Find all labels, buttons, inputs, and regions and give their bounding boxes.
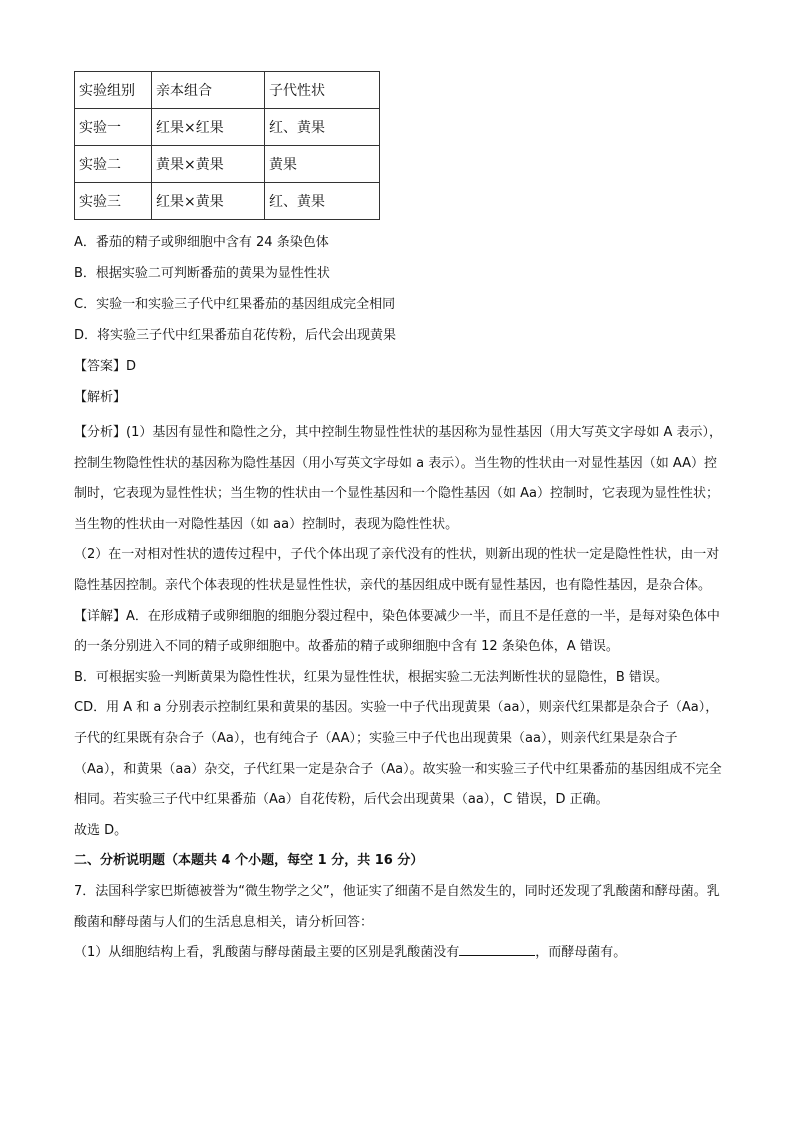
table-cell: 红、黄果 bbox=[265, 109, 380, 146]
detail-paragraph: B．可根据实验一判断黄果为隐性性状，红果为显性性状，根据实验二无法判断性状的显隐性，B 错误。 bbox=[74, 669, 668, 685]
detail-paragraph: 【详解】A．在形成精子或卵细胞的细胞分裂过程中，染色体要减少一半，而且不是任意的一半，是每对染色体中的一条分别进入不同的精子或卵细胞中。故番茄的精子或卵细胞中含有 12 条染色体，A 错误。 bbox=[74, 608, 720, 655]
question-7-1-text: （1）从细胞结构上看，乳酸菌与酵母菌最主要的区别是乳酸菌没有 bbox=[74, 945, 460, 961]
table-header-cell: 实验组别 bbox=[75, 72, 152, 109]
detail-paragraph: CD．用 A 和 a 分别表示控制红果和黄果的基因。实验一中子代出现黄果（aa），则亲代红果都是杂合子（Aa），子代的红果既有杂合子（Aa），也有纯合子（AA）；实验三中子代也出现黄果（aa），则亲代红果是杂合子（Aa），和黄果（aa）杂交，子代红果一定是杂合子（Aa）。故实验一和实验三子代中红果番茄的基因组成不完全相同。若实验三子代中红果番茄（Aa）自花传粉，后代会出现黄果（aa），C 错误，D 正确。 bbox=[74, 700, 722, 808]
table-row bbox=[75, 146, 380, 183]
option-a: A．番茄的精子或卵细胞中含有 24 条染色体 bbox=[74, 235, 329, 250]
analysis-paragraph: 【分析】(1）基因有显性和隐性之分，其中控制生物显性性状的基因称为显性基因（用大写英文字母如 A 表示），控制生物隐性性状的基因称为隐性基因（用小写英文字母如 a 表示）。当生物的性状由一对显性基因（如 AA）控制时，它表现为显性性状；当生物的性状由一个显性基因和一个隐性基因（如 Aa）控制时，它表现为显性性状；当生物的性状由一对隐性基因（如 aa）控制时，表现为隐性性状。 bbox=[74, 425, 723, 532]
answer-blank[interactable] bbox=[459, 941, 535, 956]
table-cell: 红果×红果 bbox=[152, 109, 265, 146]
question-7: 7．法国科学家巴斯德被誉为“微生物学之父”，他证实了细菌不是自然发生的，同时还发现了乳酸菌和酵母菌。乳酸菌和酵母菌与人们的生活息息相关，请分析回答： bbox=[74, 883, 720, 930]
conclusion: 故选 D。 bbox=[74, 822, 128, 838]
table-header-cell: 子代性状 bbox=[265, 72, 380, 109]
table-row bbox=[75, 183, 380, 220]
table-cell: 黄果 bbox=[265, 146, 380, 183]
analysis-paragraph: （2）在一对相对性状的遗传过程中，子代个体出现了亲代没有的性状，则新出现的性状一定是隐性性状，由一对隐性基因控制。亲代个体表现的性状是显性性状，亲代的基因组成中既有显性基因，也有隐性基因，是杂合体。 bbox=[74, 547, 720, 593]
table-cell: 实验一 bbox=[75, 109, 152, 146]
question-7-1-tail: ，而酵母菌有。 bbox=[535, 945, 627, 961]
analysis-heading: 【解析】 bbox=[74, 390, 127, 405]
option-b: B．根据实验二可判断番茄的黄果为显性性状 bbox=[74, 266, 330, 281]
table-row bbox=[75, 109, 380, 146]
table-cell: 红、黄果 bbox=[265, 183, 380, 220]
table-cell: 实验二 bbox=[75, 146, 152, 183]
table-cell: 实验三 bbox=[75, 183, 152, 220]
experiment-table bbox=[74, 71, 380, 220]
question-7-1 bbox=[74, 938, 724, 969]
table-header-cell: 亲本组合 bbox=[152, 72, 265, 109]
table-header-row bbox=[75, 72, 380, 109]
table-cell: 黄果×黄果 bbox=[152, 146, 265, 183]
answer: 【答案】D bbox=[74, 359, 137, 374]
analysis-body bbox=[74, 418, 724, 969]
option-d: D．将实验三子代中红果番茄自花传粉，后代会出现黄果 bbox=[74, 328, 397, 343]
section-title: 二、分析说明题（本题共 4 个小题，每空 1 分，共 16 分） bbox=[74, 853, 424, 869]
table-cell: 红果×黄果 bbox=[152, 183, 265, 220]
option-c: C．实验一和实验三子代中红果番茄的基因组成完全相同 bbox=[74, 297, 396, 312]
